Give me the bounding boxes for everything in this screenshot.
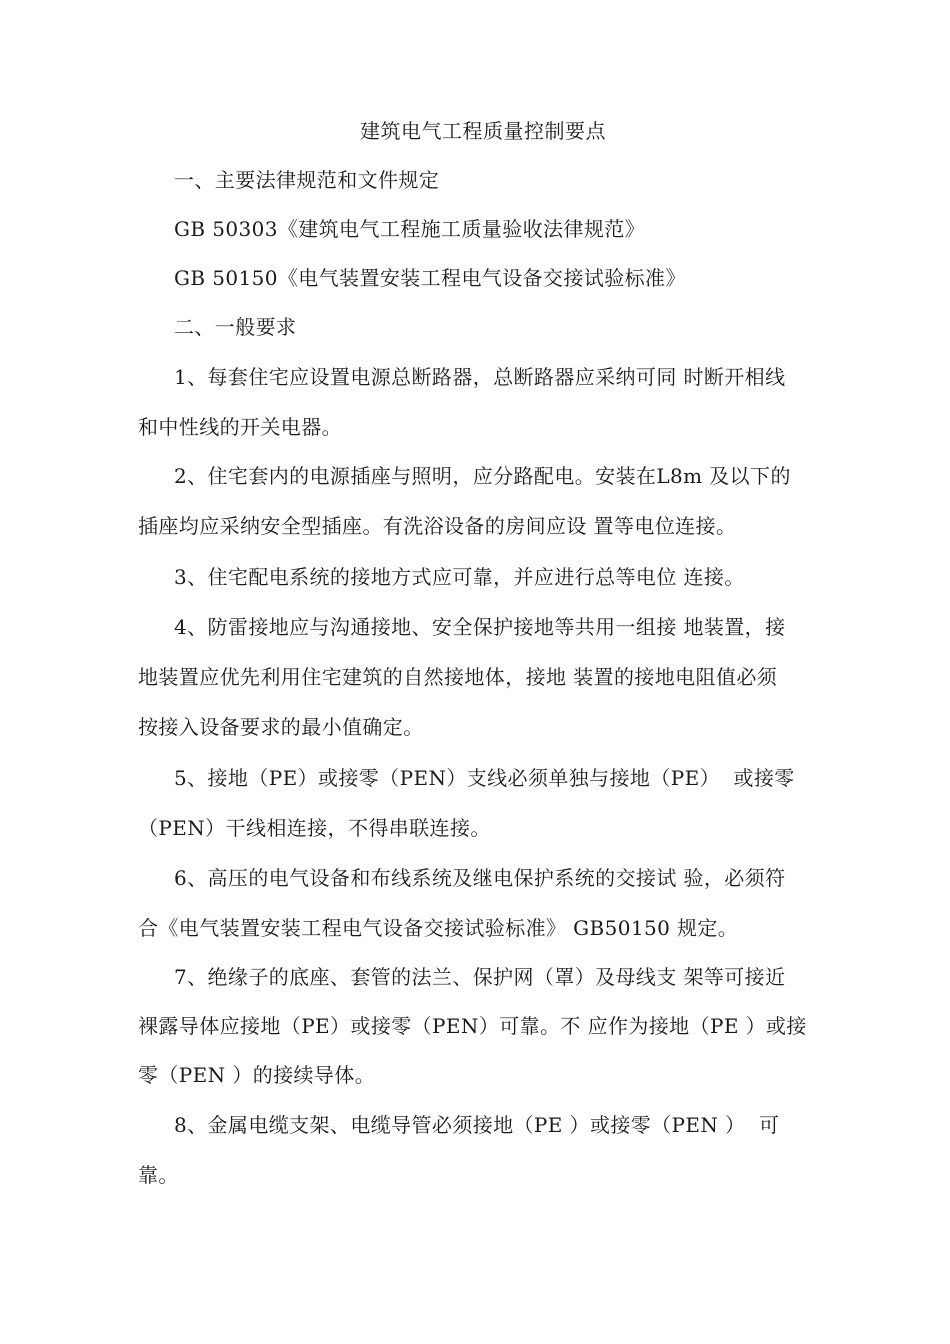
- paragraph-line: 8、金属电缆支架、电缆导管必须接地（PE ）或接零（PEN ） 可: [174, 1113, 780, 1137]
- paragraph-line: 2、住宅套内的电源插座与照明，应分路配电。安装在L8m 及以下的: [174, 464, 791, 488]
- paragraph-line: 6、高压的电气设备和布线系统及继电保护系统的交接试 验，必须符: [174, 866, 786, 890]
- paragraph-line: 4、防雷接地应与沟通接地、安全保护接地等共用一组接 地装置，接: [174, 615, 786, 639]
- paragraph-line: 按接入设备要求的最小值确定。: [138, 715, 424, 739]
- paragraph-line: （PEN）干线相连接，不得串联连接。: [138, 816, 491, 840]
- document-title: 建筑电气工程质量控制要点: [360, 119, 606, 143]
- paragraph-line: 靠。: [138, 1163, 179, 1187]
- paragraph-line: 零（PEN ）的接续导体。: [138, 1063, 376, 1087]
- section-heading-general: 二、一般要求: [174, 315, 297, 339]
- section-heading-laws: 一、主要法律规范和文件规定: [174, 168, 440, 192]
- standard-gb50150: GB 50150《电气装置安装工程电气设备交接试验标准》: [174, 266, 686, 290]
- standard-gb50303: GB 50303《建筑电气工程施工质量验收法律规范》: [174, 217, 646, 241]
- paragraph-line: 裸露导体应接地（PE）或接零（PEN）可靠。不 应作为接地（PE ）或接: [138, 1014, 807, 1038]
- paragraph-line: 和中性线的开关电器。: [138, 415, 342, 439]
- paragraph-line: 合《电气装置安装工程电气设备交接试验标准》 GB50150 规定。: [138, 916, 739, 940]
- paragraph-line: 地装置应优先利用住宅建筑的自然接地体，接地 装置的接地电阻值必须: [138, 665, 778, 689]
- paragraph-line: 5、接地（PE）或接零（PEN）支线必须单独与接地（PE） 或接零: [174, 766, 795, 790]
- paragraph-line: 7、绝缘子的底座、套管的法兰、保护网（罩）及母线支 架等可接近: [174, 965, 786, 989]
- paragraph-line: 1、每套住宅应设置电源总断路器，总断路器应采纳可同 时断开相线: [174, 365, 786, 389]
- paragraph-line: 3、住宅配电系统的接地方式应可靠，并应进行总等电位 连接。: [174, 565, 745, 589]
- paragraph-line: 插座均应采纳安全型插座。有洗浴设备的房间应设 置等电位连接。: [138, 514, 737, 538]
